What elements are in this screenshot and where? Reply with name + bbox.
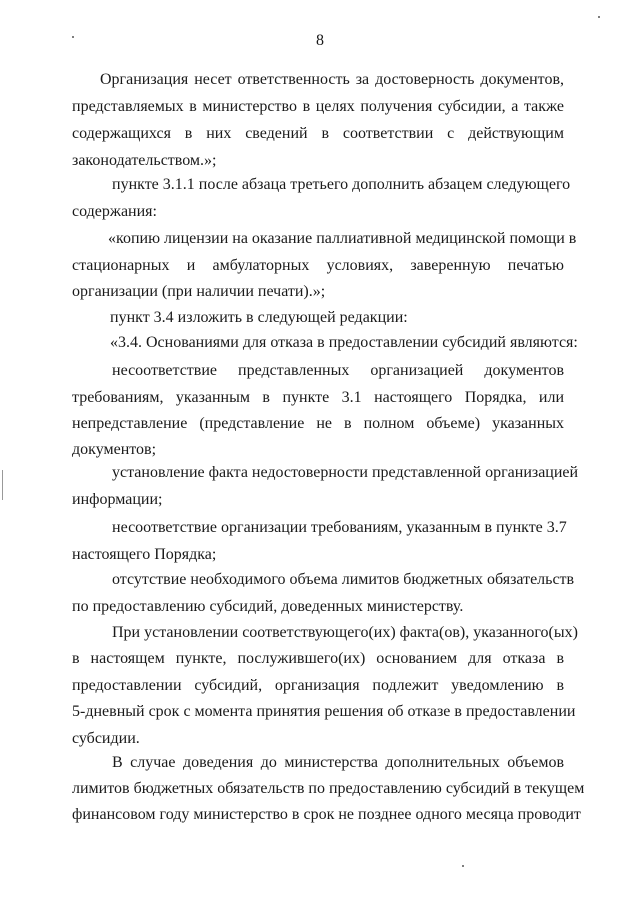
text-line: информации; (72, 491, 163, 508)
text-line: по предоставлению субсидий, доведенных министерству. (72, 598, 464, 615)
text-line: непредставление (представление не в полном объеме) указанных (72, 415, 564, 432)
text-line: организации (при наличии печати).»; (72, 283, 326, 300)
text-line: законодательством.»; (72, 152, 217, 169)
text-line: В случае доведения до министерства дополнительных объемов (112, 754, 564, 771)
text-line: в настоящем пункте, послужившего(их) основанием для отказа в (72, 650, 564, 667)
text-line: финансовом году министерство в срок не позднее одного месяца проводит (72, 806, 581, 823)
scan-speck (2, 470, 3, 500)
text-line: требованиям, указанным в пункте 3.1 настоящего Порядка, или (72, 389, 564, 406)
text-line: субсидии. (72, 730, 140, 747)
text-line: «копию лицензии на оказание паллиативной медицинской помощи в (108, 230, 577, 247)
scan-speck (72, 36, 74, 38)
text-line: установление факта недостоверности представленной организацией (112, 464, 579, 481)
text-line: отсутствие необходимого объема лимитов бюджетных обязательств (112, 571, 575, 588)
text-line: документов; (72, 441, 157, 458)
text-line: пункт 3.4 изложить в следующей редакции: (110, 309, 408, 326)
scan-speck (462, 865, 464, 867)
text-line: содержания: (72, 203, 157, 220)
text-line: стационарных и амбулаторных условиях, заверенную печатью (72, 257, 564, 274)
text-line: настоящего Порядка; (72, 546, 217, 563)
text-line: несоответствие представленных организацией документов (112, 362, 564, 379)
page-number: 8 (316, 32, 324, 49)
text-line: «3.4. Основаниями для отказа в предоставлении субсидий являются: (110, 334, 578, 351)
text-line: При установлении соответствующего(их) факта(ов), указанного(ых) (112, 624, 578, 641)
text-line: предоставлении субсидий, организация подлежит уведомлению в (72, 677, 564, 694)
text-line: представляемых в министерство в целях получения субсидии, а также (72, 98, 564, 115)
text-line: 5-дневный срок с момента принятия решения об отказе в предоставлении (72, 703, 576, 720)
text-line: содержащихся в них сведений в соответствии с действующим (72, 125, 564, 142)
text-line: несоответствие организации требованиям, указанным в пункте 3.7 (112, 519, 567, 536)
text-line: лимитов бюджетных обязательств по предоставлению субсидий в текущем (72, 780, 585, 797)
text-line: пункте 3.1.1 после абзаца третьего дополнить абзацем следующего (112, 176, 571, 193)
scan-speck (598, 16, 600, 18)
text-line: Организация несет ответственность за достоверность документов, (100, 71, 564, 88)
